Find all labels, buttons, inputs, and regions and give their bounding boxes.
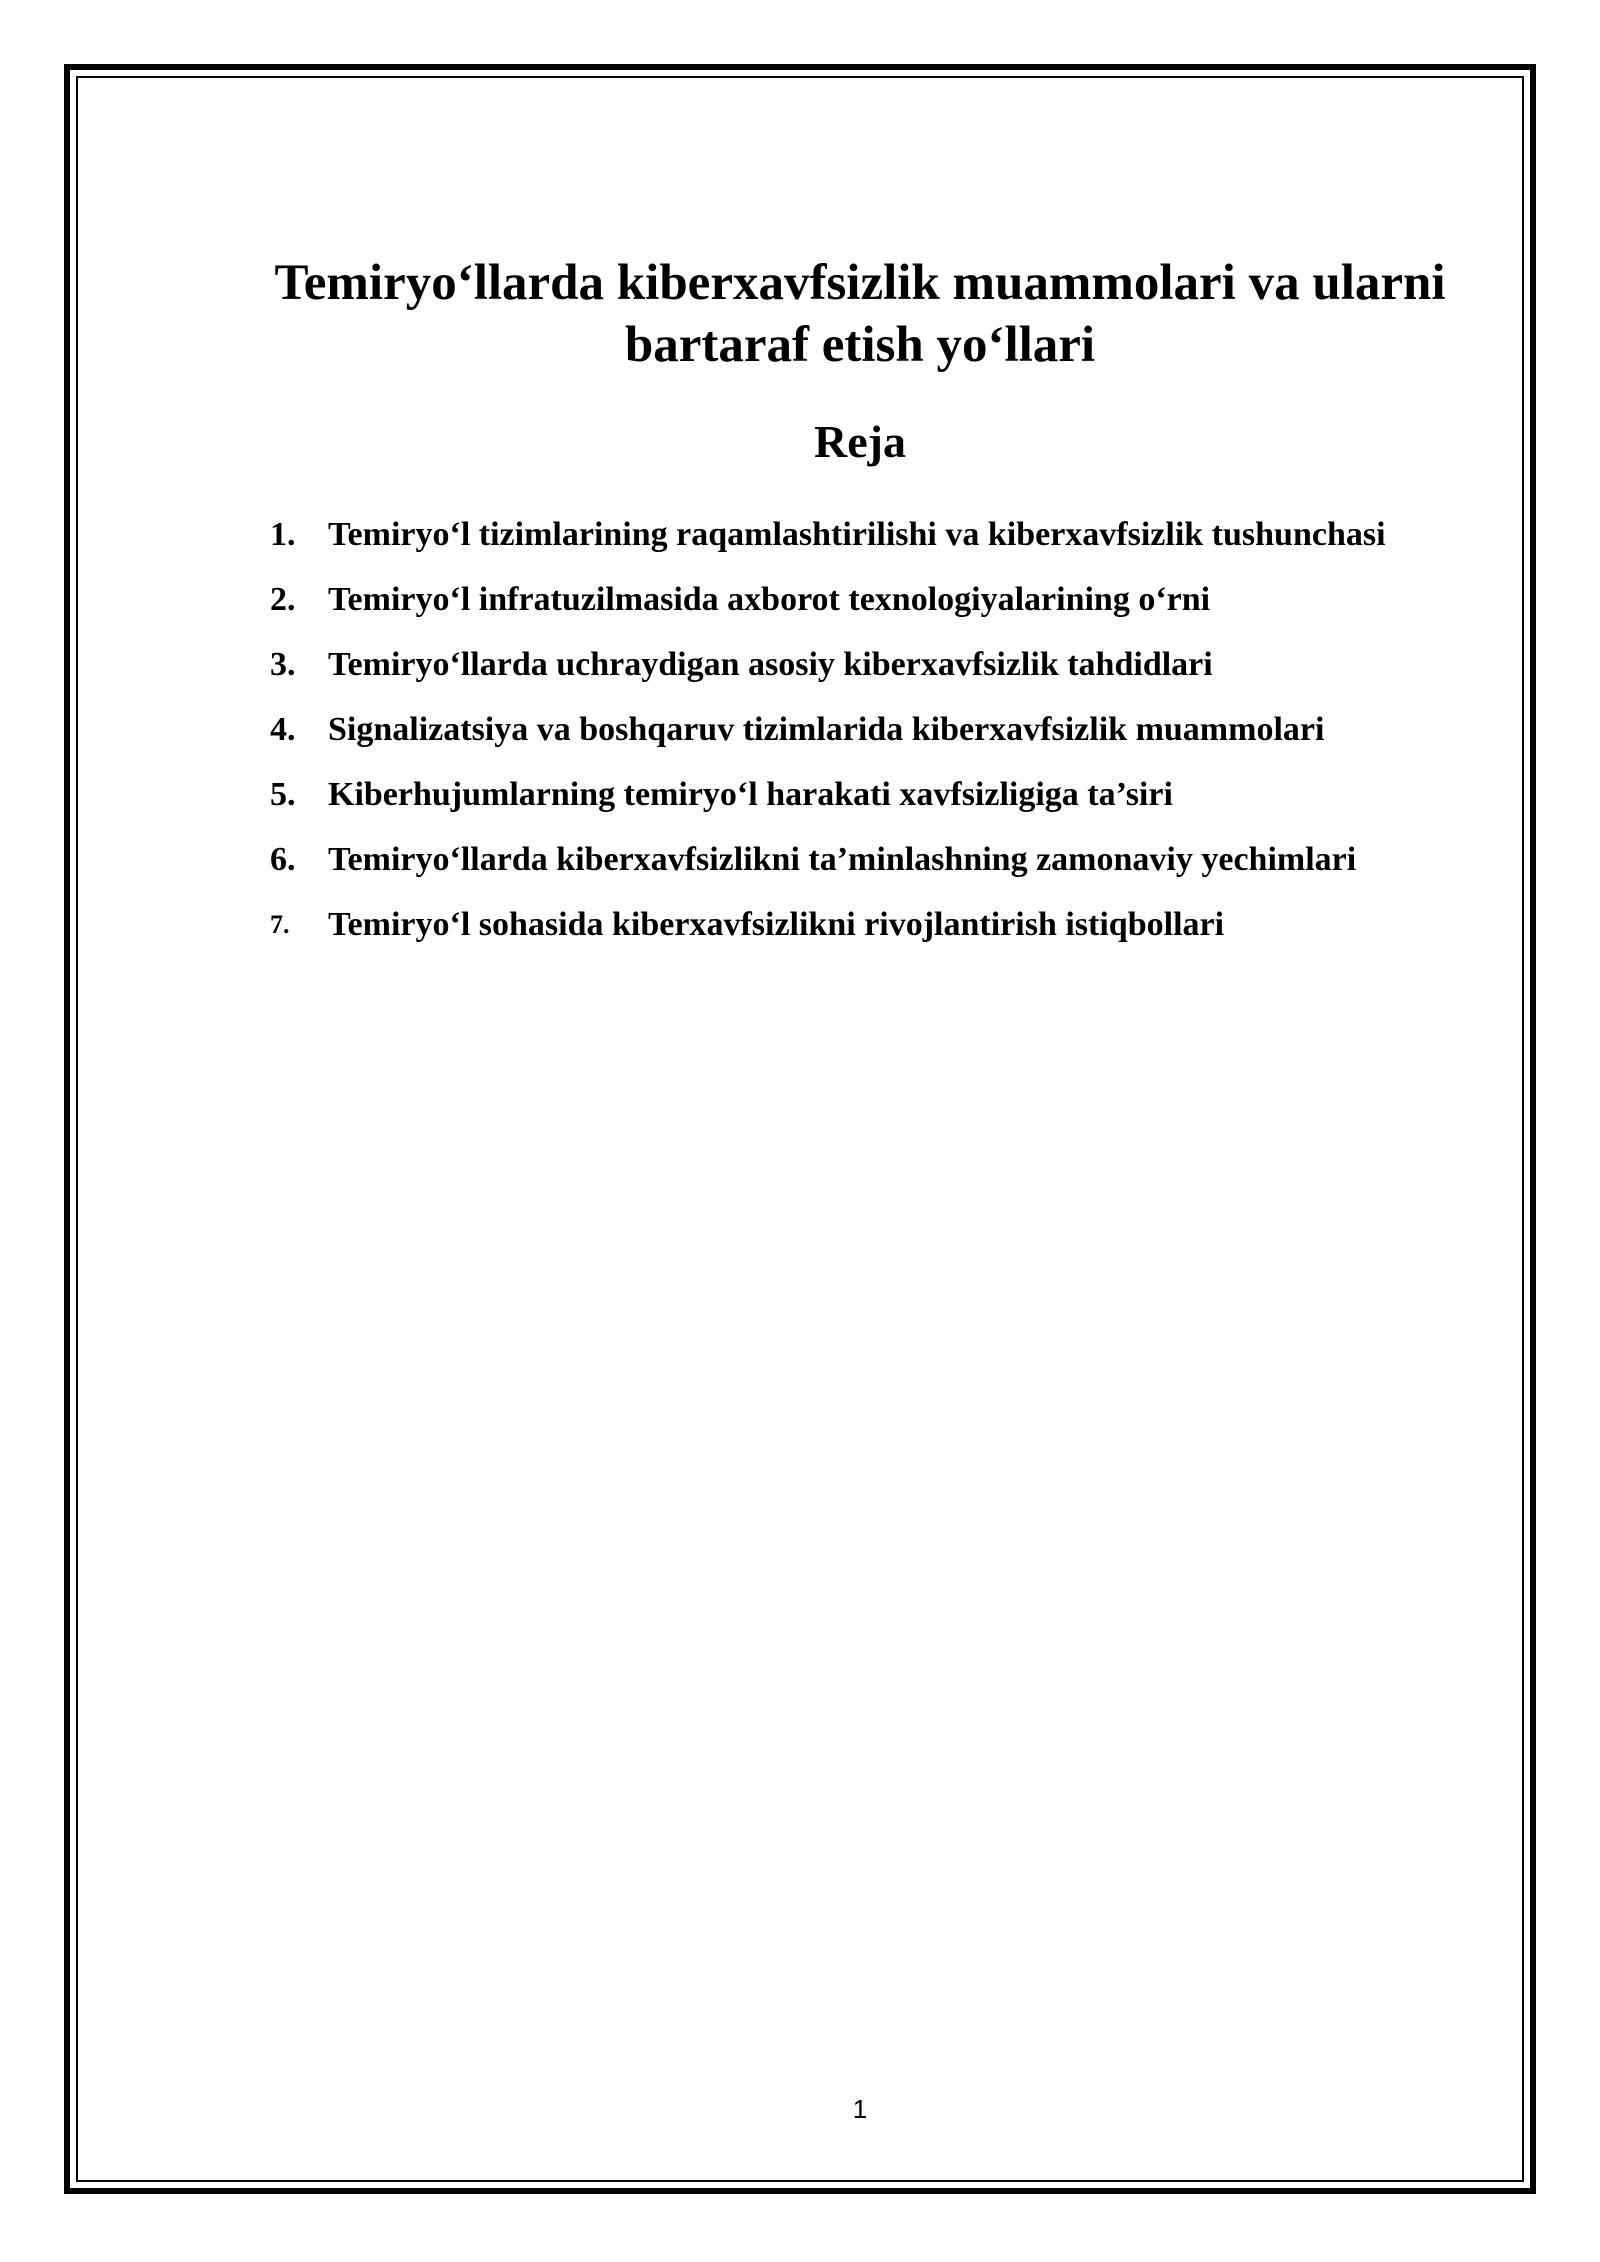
page-border-inner — [76, 76, 1524, 2182]
plan-item — [270, 502, 1510, 567]
plan-item-text: Temiryo‘llarda kiberxavfsizlikni ta’minlashning zamonaviy yechimlari — [328, 841, 1357, 878]
plan-item-number: 7. — [270, 910, 290, 939]
page-number: 1 — [852, 2094, 868, 2124]
plan-item-text: Temiryo‘l infratuzilmasida axborot texnologiyalarining o‘rni — [328, 581, 1211, 618]
plan-item-number: 1. — [270, 516, 296, 553]
plan-item-text: Temiryo‘l tizimlarining raqamlashtirilishi va kiberxavfsizlik tushunchasi — [328, 516, 1386, 553]
plan-item — [270, 632, 1510, 697]
plan-item-text: Temiryo‘l sohasida kiberxavfsizlikni rivojlantirish istiqbollari — [328, 906, 1225, 943]
plan-item-number: 2. — [270, 581, 296, 618]
plan-item-text: Temiryo‘llarda uchraydigan asosiy kiberxavfsizlik tahdidlari — [328, 646, 1213, 683]
plan-item-number: 5. — [270, 776, 296, 813]
plan-item — [270, 762, 1510, 827]
plan-item — [270, 827, 1510, 892]
plan-item — [270, 697, 1510, 762]
plan-item-text: Kiberhujumlarning temiryo‘l harakati xavfsizligiga ta’siri — [328, 776, 1173, 813]
plan-list — [270, 502, 1510, 957]
plan-item-text: Signalizatsiya va boshqaruv tizimlarida kiberxavfsizlik muammolari — [328, 711, 1325, 748]
plan-item — [270, 567, 1510, 632]
plan-item-number: 6. — [270, 841, 296, 878]
plan-item-number: 4. — [270, 711, 296, 748]
document-title: Temiryo‘llarda kiberxavfsizlik muammolari va ularni bartaraf etish yo‘llari — [274, 255, 1446, 373]
plan-heading: Reja — [814, 416, 906, 467]
plan-item-number: 3. — [270, 646, 296, 683]
plan-item — [270, 892, 1510, 957]
